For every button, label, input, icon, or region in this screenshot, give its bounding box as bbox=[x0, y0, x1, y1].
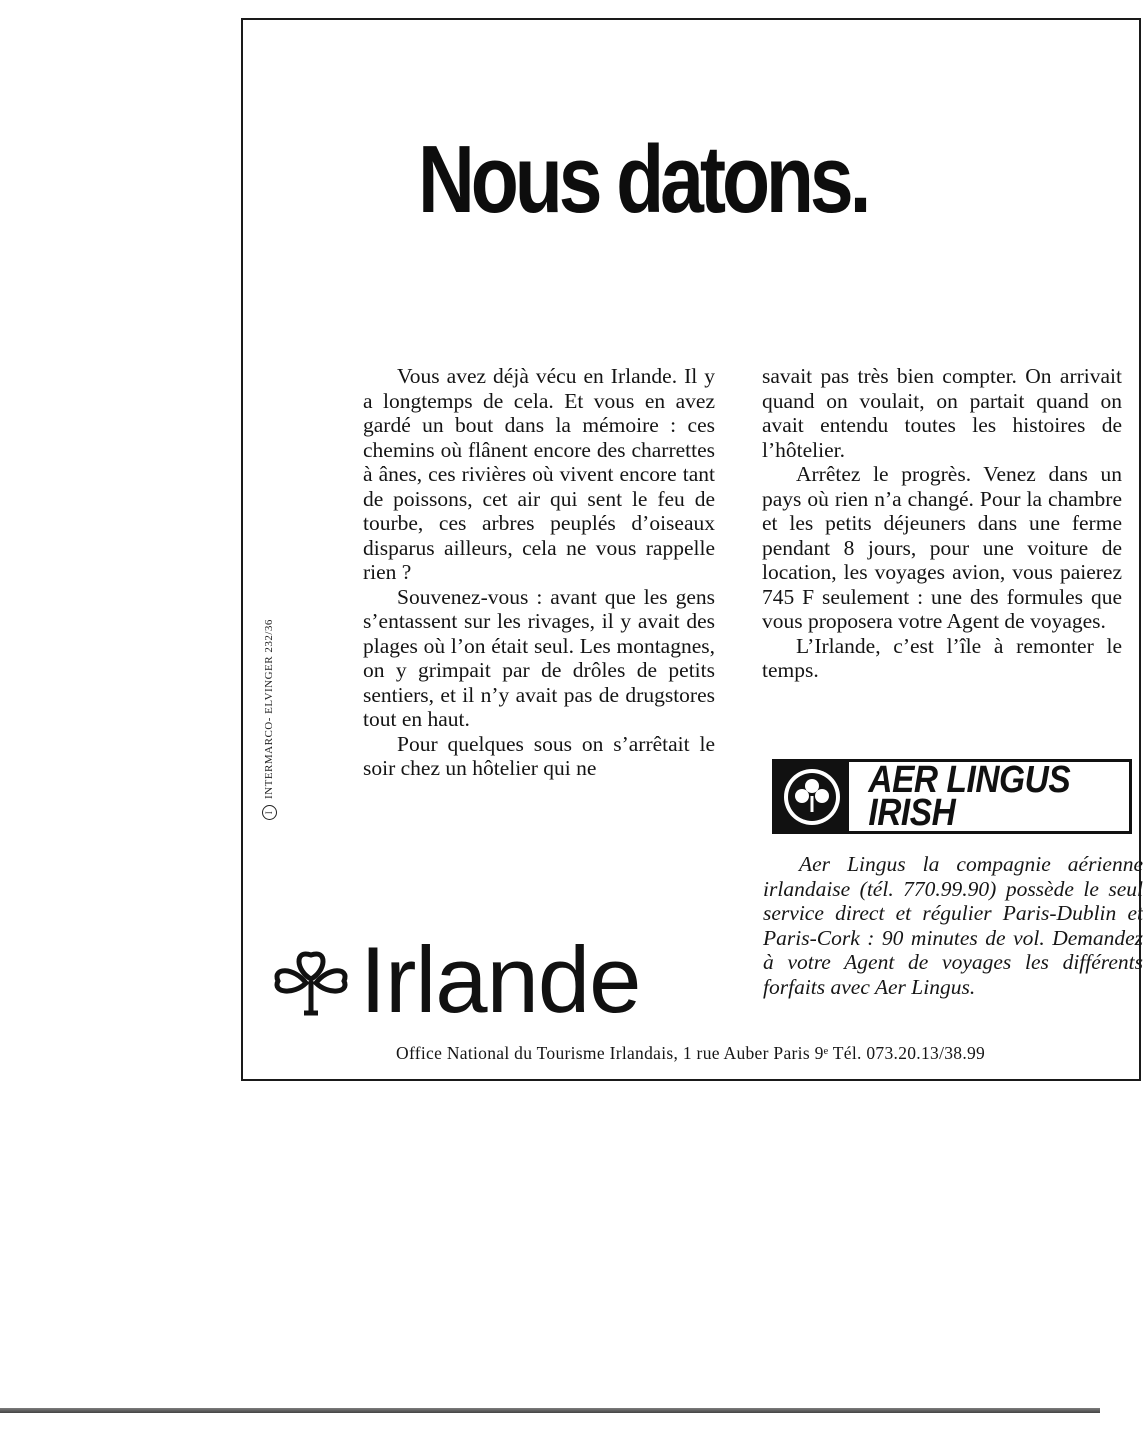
shamrock-icon bbox=[775, 762, 849, 831]
column1-paragraph-3: Pour quelques sous on s’arrêtait le soir chez un hôtelier qui ne bbox=[363, 731, 715, 780]
page-edge bbox=[0, 1408, 1100, 1413]
column2-paragraph-1: savait pas très bien compter. On arrivait quand on voulait, on partait quand on avait entendu toutes les histoires de l’hôtelier. bbox=[762, 364, 1122, 462]
column1-paragraph-1: Vous avez déjà vécu en Irlande. Il y a longtemps de cela. Et vous en avez gardé un bout dans la mémoire : ces chemins où flânent encore des charrettes à ânes, ces rivières où vivent encore tant de poissons, cet air qui sent le feu de tourbe, ces arbres peuplés d’oiseaux disparus ailleurs, cela ne vous rappelle rien ? bbox=[363, 364, 715, 584]
irlande-logo bbox=[266, 927, 641, 1032]
irlande-wordmark: Irlande bbox=[360, 927, 641, 1032]
shamrock-outline-icon bbox=[266, 941, 356, 1019]
column2-paragraph-3: L’Irlande, c’est l’île à remonter le temps. bbox=[762, 633, 1122, 682]
column2-paragraph-2: Arrêtez le progrès. Venez dans un pays où rien n’a changé. Pour la chambre et les petits déjeuners dans une ferme pendant 8 jours, pour une voiture de location, les voyages avion, vous paierez 745 F seulement : une des formules que vous proposera votre Agent de voyages. bbox=[762, 462, 1122, 633]
aer-lingus-description: Aer Lingus la compagnie aérienne irlandaise (tél. 770.99.90) possède le seul service direct et régulier Paris-Dublin et Paris-Cork : 90 minutes de vol. Demandez à votre Agent de voyages les différents forfaits avec Aer Lingus. bbox=[763, 852, 1143, 999]
credit-circle-icon: I bbox=[262, 805, 277, 820]
aer-lingus-name-line1: AER LINGUS bbox=[868, 758, 1071, 801]
body-column-2 bbox=[762, 364, 1122, 683]
body-column-1 bbox=[363, 364, 715, 781]
column1-paragraph-2: Souvenez-vous : avant que les gens s’entassent sur les rivages, il y avait des plages où l’on était seul. Les montagnes, on y grimpait par de drôles de petits sentiers, et il n’y avait pas de drugstores tout en haut. bbox=[363, 584, 715, 731]
agency-credit-text: INTERMARCO- ELVINGER 232/36 bbox=[263, 619, 275, 799]
aer-lingus-logo bbox=[772, 759, 1132, 834]
aer-lingus-wordmark bbox=[849, 758, 1071, 834]
office-address: Office National du Tourisme Irlandais, 1 rue Auber Paris 9ᵉ Tél. 073.20.13/38.99 bbox=[396, 1043, 986, 1063]
headline: Nous datons. bbox=[418, 126, 868, 233]
aer-lingus-name-line2: IRISH bbox=[868, 791, 956, 834]
agency-credit bbox=[262, 619, 277, 820]
